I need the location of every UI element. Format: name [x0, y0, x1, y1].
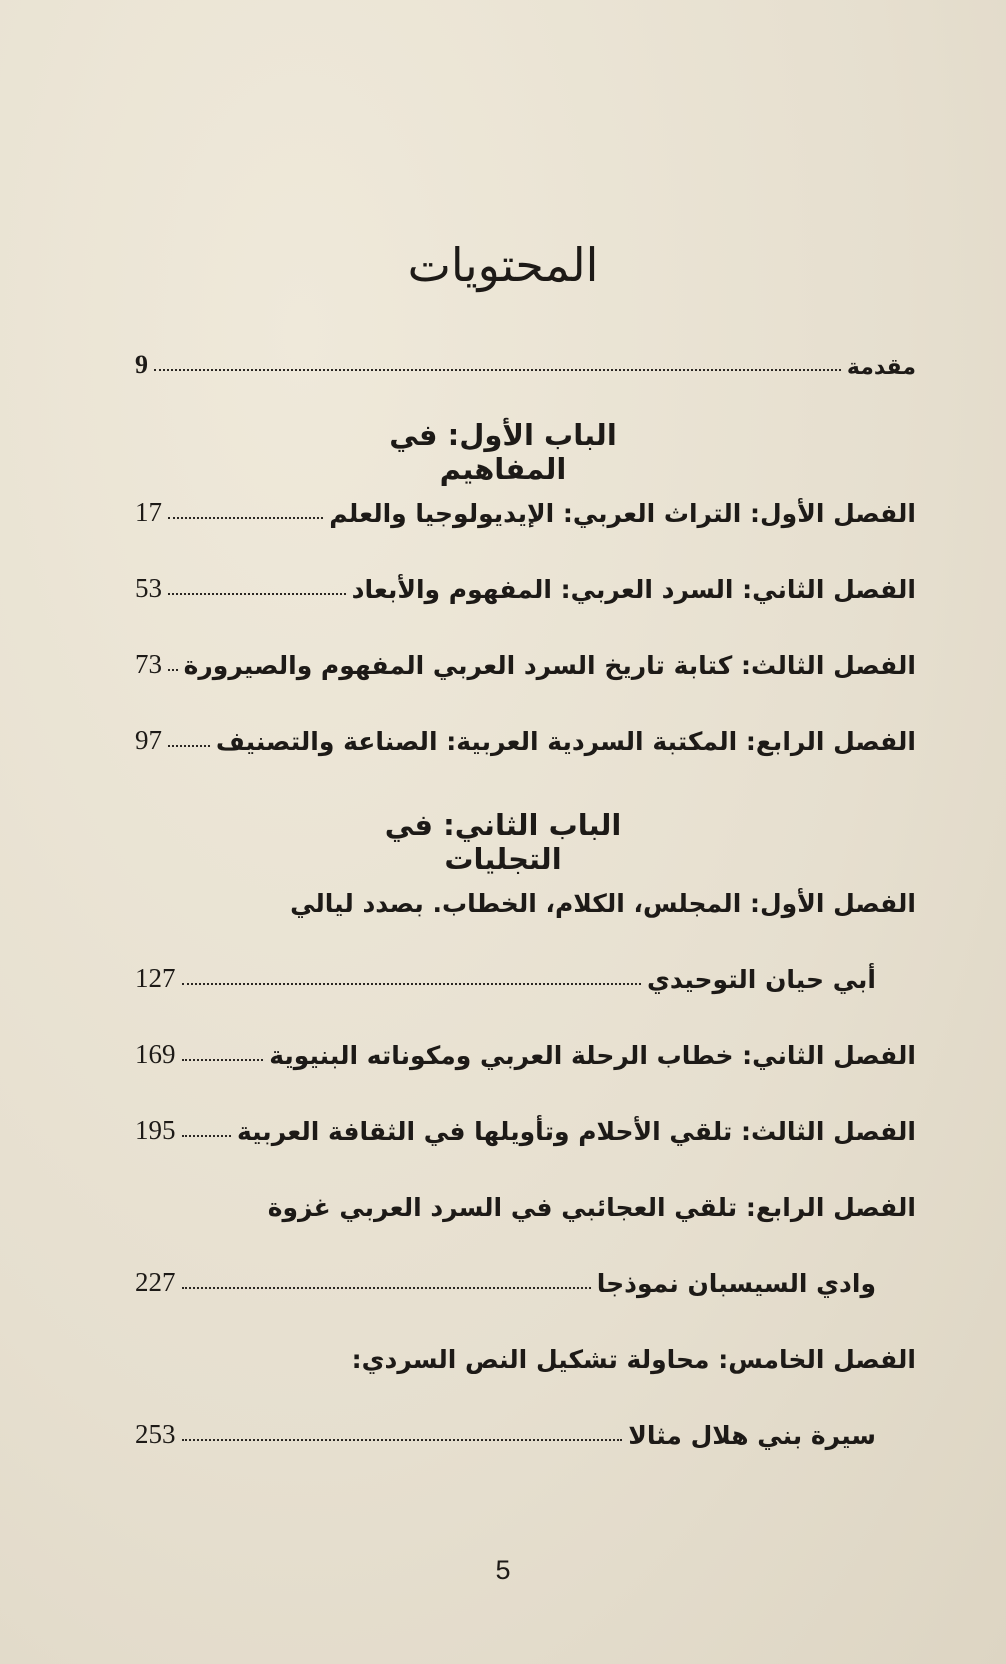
toc-entry-line1 — [135, 1330, 916, 1374]
toc-entry-page: 9 — [135, 350, 148, 379]
toc-entry-label: الفصل الرابع: تلقي العجائبي في السرد العربي غزوة — [267, 1193, 916, 1222]
dot-leader — [182, 1134, 231, 1137]
toc-entry-label: مقدمة — [846, 355, 916, 380]
toc-entry-page: 227 — [135, 1267, 176, 1297]
dot-leader — [182, 1438, 623, 1441]
toc-entry-page: 73 — [135, 649, 162, 679]
toc-entry-label: الفصل الثاني: السرد العربي: المفهوم والأبعاد — [351, 575, 916, 604]
toc-entry-page: 195 — [135, 1115, 176, 1145]
toc-entry-label: الفصل الخامس: محاولة تشكيل النص السردي: — [351, 1345, 916, 1374]
toc-entry-label: الفصل الأول: التراث العربي: الإيديولوجيا والعلم — [329, 499, 916, 528]
toc-entry-label: الفصل الثالث: كتابة تاريخ السرد العربي المفهوم والصيرورة — [183, 651, 916, 680]
toc-entry — [135, 636, 916, 680]
toc-entry-page: 17 — [135, 497, 162, 527]
toc-entry — [135, 712, 916, 756]
dot-leader — [168, 744, 210, 747]
toc-entry-page: 97 — [135, 725, 162, 755]
toc-entry-page: 53 — [135, 573, 162, 603]
toc-entry-line1 — [135, 1178, 916, 1222]
toc-entry-page: 253 — [135, 1419, 176, 1449]
toc-entry-label: سيرة بني هلال مثالا — [628, 1421, 876, 1450]
dot-leader — [168, 592, 346, 595]
toc-entry — [135, 484, 916, 528]
toc-entry-label: وادي السيسبان نموذجا — [596, 1269, 876, 1298]
toc-entry-line2 — [135, 950, 876, 994]
dot-leader — [154, 368, 841, 371]
dot-leader — [182, 982, 641, 985]
dot-leader — [182, 1058, 264, 1061]
dot-leader — [182, 1286, 591, 1289]
toc-entry-page: 169 — [135, 1039, 176, 1069]
toc-entry — [135, 1026, 916, 1070]
dot-leader — [168, 668, 178, 671]
toc-entry — [135, 1102, 916, 1146]
toc-entry-label: الفصل الرابع: المكتبة السردية العربية: الصناعة والتصنيف — [215, 727, 916, 756]
toc-entry-label: الفصل الثاني: خطاب الرحلة العربي ومكوناته البنيوية — [269, 1041, 916, 1070]
page-number: 5 — [495, 1555, 511, 1585]
toc-entry-line1 — [135, 874, 916, 918]
toc-entry-label: الفصل الثالث: تلقي الأحلام وتأويلها في الثقافة العربية — [236, 1117, 916, 1146]
page-title: المحتويات — [407, 238, 599, 292]
toc-entry-page: 127 — [135, 963, 176, 993]
toc-entry — [135, 560, 916, 604]
part-heading-2: الباب الثاني: في التجليات — [384, 808, 622, 876]
toc-entry-label: أبي حيان التوحيدي — [646, 965, 876, 994]
toc-entry-line2 — [135, 1406, 876, 1450]
toc-entry-label: الفصل الأول: المجلس، الكلام، الخطاب. بصدد ليالي — [290, 889, 916, 918]
dot-leader — [168, 516, 323, 519]
toc-entry-line2 — [135, 1254, 876, 1298]
toc-entry-intro — [135, 336, 916, 380]
part-heading-1: الباب الأول: في المفاهيم — [389, 418, 617, 486]
